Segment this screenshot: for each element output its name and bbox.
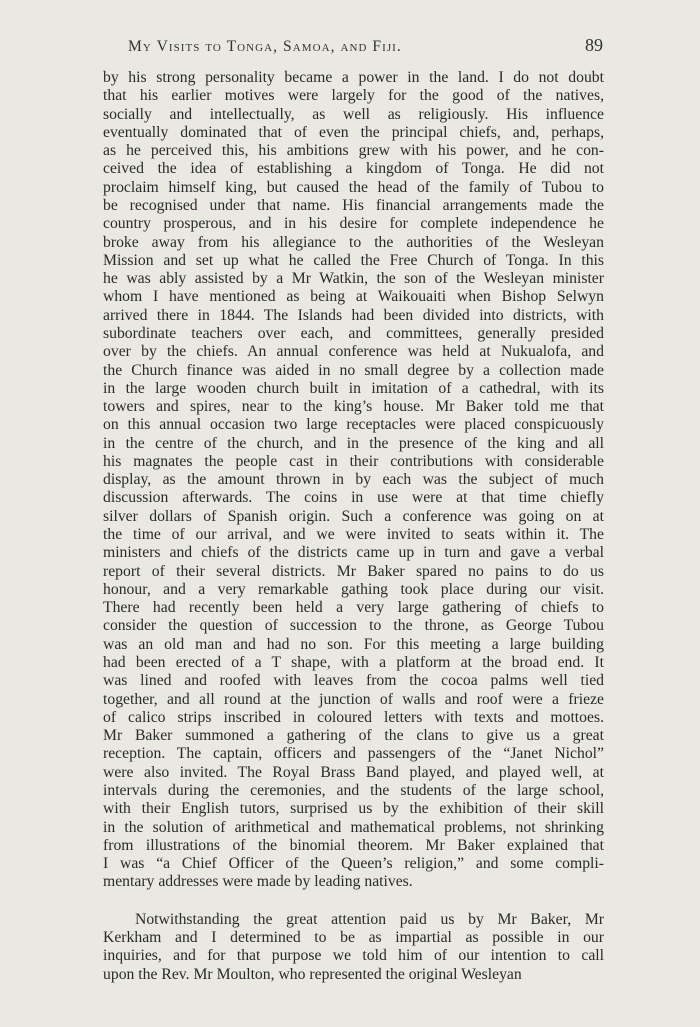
text-line: arrived there in 1844. The Islands had been divided into districts, with [103,306,604,324]
page-number: 89 [585,35,603,55]
text-line: Notwithstanding the great attention paid us by Mr Baker, Mr [135,910,604,928]
text-line: There had recently been held a very large gathering of chiefs to [103,599,604,617]
text-line: together, and all round at the junction of walls and roof were a frieze [103,690,604,708]
text-line: whom I have mentioned as being at Waikouaiti when Bishop Selwyn [103,288,604,306]
running-head [103,32,604,62]
text-line: from illustrations of the binomial theorem. Mr Baker explained that [103,836,604,854]
text-line: country prosperous, and in his desire for complete independence he [103,215,604,233]
text-line: towers and spires, near to the king’s house. Mr Baker told me that [103,398,604,416]
text-line: report of their several districts. Mr Baker spared no pains to do us [103,562,604,580]
text-line: by his strong personality became a power in the land. I do not doubt [103,69,604,86]
text-line: on this annual occasion two large receptacles were placed conspicuously [103,416,604,434]
text-line: reception. The captain, officers and passengers of the “Janet Nichol” [103,745,604,763]
text-line: eventually dominated that of even the principal chiefs, and, perhaps, [103,123,604,141]
text-line: intervals during the ceremonies, and the students of the large school, [103,781,604,799]
paragraph-break [103,892,604,911]
text-line: Mission and set up what he called the Free Church of Tonga. In this [103,251,604,269]
text-line: were also invited. The Royal Brass Band played, and played well, at [103,763,604,781]
text-line: subordinate teachers over each, and committees, generally presided [103,324,604,342]
text-line: socially and intellectually, as well as religiously. His influence [103,105,604,123]
text-line: as he perceived this, his ambitions grew with his power, and he con- [103,142,604,160]
paragraph-2 [103,911,604,984]
text-line: in the centre of the church, and in the presence of the king and all [103,434,604,452]
text-line: in the solution of arithmetical and mathematical problems, not shrinking [103,818,604,836]
body-text [103,69,604,984]
text-line: was lined and roofed with leaves from the cocoa palms well tied [103,672,604,690]
text-line: consider the question of succession to the throne, as George Tubou [103,617,604,635]
text-line: display, as the amount thrown in by each was the subject of much [103,471,604,489]
text-line: Kerkham and I determined to be as impartial as possible in our [103,928,604,946]
text-line: that his earlier motives were largely for the good of the natives, [103,87,604,105]
text-line: was an old man and had no son. For this meeting a large building [103,635,604,653]
text-line: in the large wooden church built in imitation of a cathedral, with its [103,379,604,397]
text-line: had been erected of a T shape, with a platform at the broad end. It [103,654,604,671]
text-line: over by the chiefs. An annual conference was held at Nukualofa, and [103,343,604,361]
text-line: mentary addresses were made by leading natives. [103,873,413,891]
text-line: the time of our arrival, and we were invited to seats within it. The [103,526,604,544]
text-line: proclaim himself king, but caused the head of the family of Tubou to [103,178,604,196]
text-line: ceived the idea of establishing a kingdom of Tonga. He did not [103,160,604,178]
text-line: be recognised under that name. His financial arrangements made the [103,196,604,214]
text-line: ministers and chiefs of the districts came up in turn and gave a verbal [103,544,604,562]
text-line: with their English tutors, surprised us by the exhibition of their skill [103,800,604,818]
text-line: his magnates the people cast in their contributions with considerable [103,452,604,470]
text-line: inquiries, and for that purpose we told him of our intention to call [103,947,604,965]
text-line: silver dollars of Spanish origin. Such a conference was going on at [103,507,604,525]
paragraph-1 [103,69,604,892]
text-line: upon the Rev. Mr Moulton, who represented the original Wesleyan [103,965,522,983]
text-line: I was “a Chief Officer of the Queen’s religion,” and some compli- [103,855,604,873]
text-line: Mr Baker summoned a gathering of the clans to give us a great [103,727,604,745]
text-line: he was ably assisted by a Mr Watkin, the son of the Wesleyan minister [103,270,604,288]
text-line: of calico strips inscribed in coloured letters with texts and mottoes. [103,708,604,726]
running-title: My Visits to Tonga, Samoa, and Fiji. [128,38,402,55]
text-line: discussion afterwards. The coins in use were at that time chiefly [103,489,604,507]
text-line: the Church finance was aided in no small degree by a collection made [103,361,604,379]
text-line: honour, and a very remarkable gathing took place during our visit. [103,580,604,598]
text-line: broke away from his allegiance to the authorities of the Wesleyan [103,233,604,251]
